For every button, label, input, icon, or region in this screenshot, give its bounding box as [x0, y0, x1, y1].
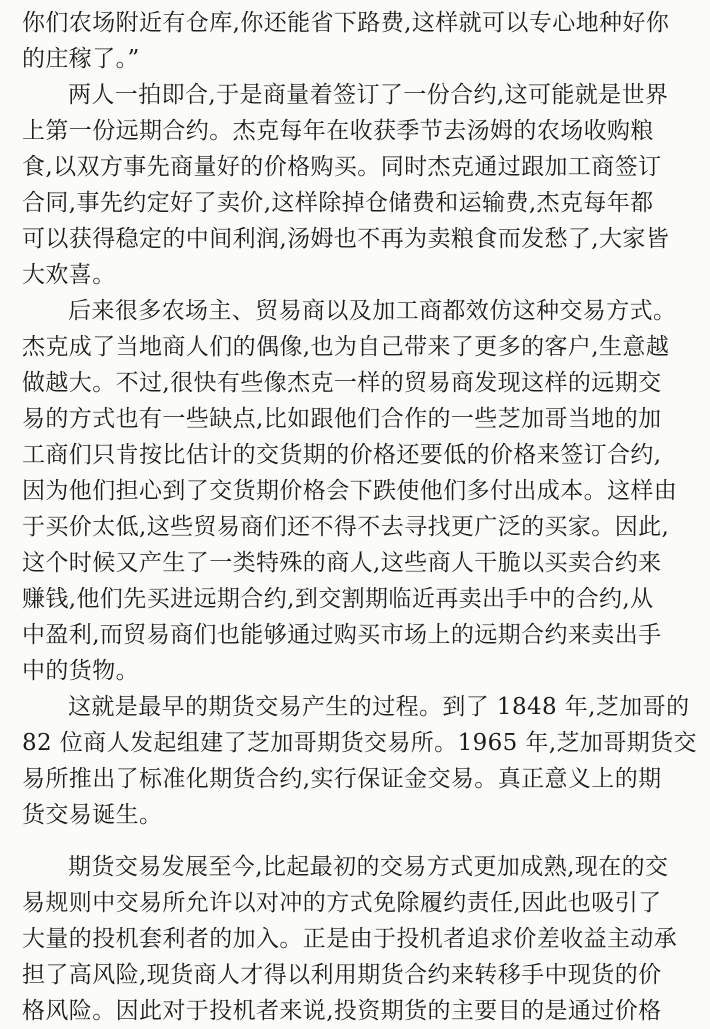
text-line: 大欢喜。 [22, 262, 116, 288]
text-line: 货交易诞生。 [22, 802, 163, 828]
text-line: 担了高风险,现货商人才得以利用期货合约来转移手中现货的价 [22, 962, 662, 988]
paragraph-start-line: 这就是最早的期货交易产生的过程。到了 1848 年,芝加哥的 [68, 694, 690, 720]
text-line: 大量的投机套利者的加入。正是由于投机者追求价差收益主动承 [22, 926, 678, 952]
text-line: 这个时候又产生了一类特殊的商人,这些商人干脆以买卖合约来 [22, 550, 662, 576]
text-line: 中盈利,而贸易商们也能够通过购买市场上的远期合约来卖出手 [22, 622, 662, 648]
text-line: 易规则中交易所允许以对冲的方式免除履约责任,因此也吸引了 [22, 890, 662, 916]
text-line: 你们农场附近有仓库,你还能省下路费,这样就可以专心地种好你 [22, 10, 670, 36]
text-line: 82 位商人发起组建了芝加哥期货交易所。1965 年,芝加哥期货交 [22, 730, 697, 756]
text-line: 杰克成了当地商人们的偶像,也为自己带来了更多的客户,生意越 [22, 334, 670, 360]
text-line: 上第一份远期合约。杰克每年在收获季节去汤姆的农场收购粮 [22, 118, 654, 144]
text-line: 做越大。不过,很快有些像杰克一样的贸易商发现这样的远期交 [22, 370, 662, 396]
text-line: 易的方式也有一些缺点,比如跟他们合作的一些芝加哥当地的加 [22, 406, 662, 432]
paragraph-start-line: 后来很多农场主、贸易商以及加工商都效仿这种交易方式。 [68, 298, 677, 324]
text-line: 食,以双方事先商量好的价格购买。同时杰克通过跟加工商签订 [22, 154, 662, 180]
text-line: 易所推出了标准化期货合约,实行保证金交易。真正意义上的期 [22, 766, 662, 792]
text-line: 赚钱,他们先买进远期合约,到交割期临近再卖出手中的合约,从 [22, 586, 654, 612]
text-line: 中的货物。 [22, 658, 139, 684]
paragraph-start-line: 两人一拍即合,于是商量着签订了一份合约,这可能就是世界 [68, 82, 669, 108]
text-line: 格风险。因此对于投机者来说,投资期货的主要目的是通过价格 [22, 998, 662, 1024]
text-line: 合同,事先约定好了卖价,这样除掉仓储费和运输费,杰克每年都 [22, 190, 654, 216]
text-line: 因为他们担心到了交货期价格会下跌使他们多付出成本。这样由 [22, 478, 678, 504]
text-line: 的庄稼了。” [22, 46, 140, 72]
paragraph-start-line: 期货交易发展至今,比起最初的交易方式更加成熟,现在的交 [68, 854, 669, 880]
text-line: 于买价太低,这些贸易商们还不得不去寻找更广泛的买家。因此, [22, 514, 670, 540]
text-line: 工商们只肯按比估计的交货期的价格还要低的价格来签订合约, [22, 442, 662, 468]
text-line: 可以获得稳定的中间利润,汤姆也不再为卖粮食而发愁了,大家皆 [22, 226, 670, 252]
